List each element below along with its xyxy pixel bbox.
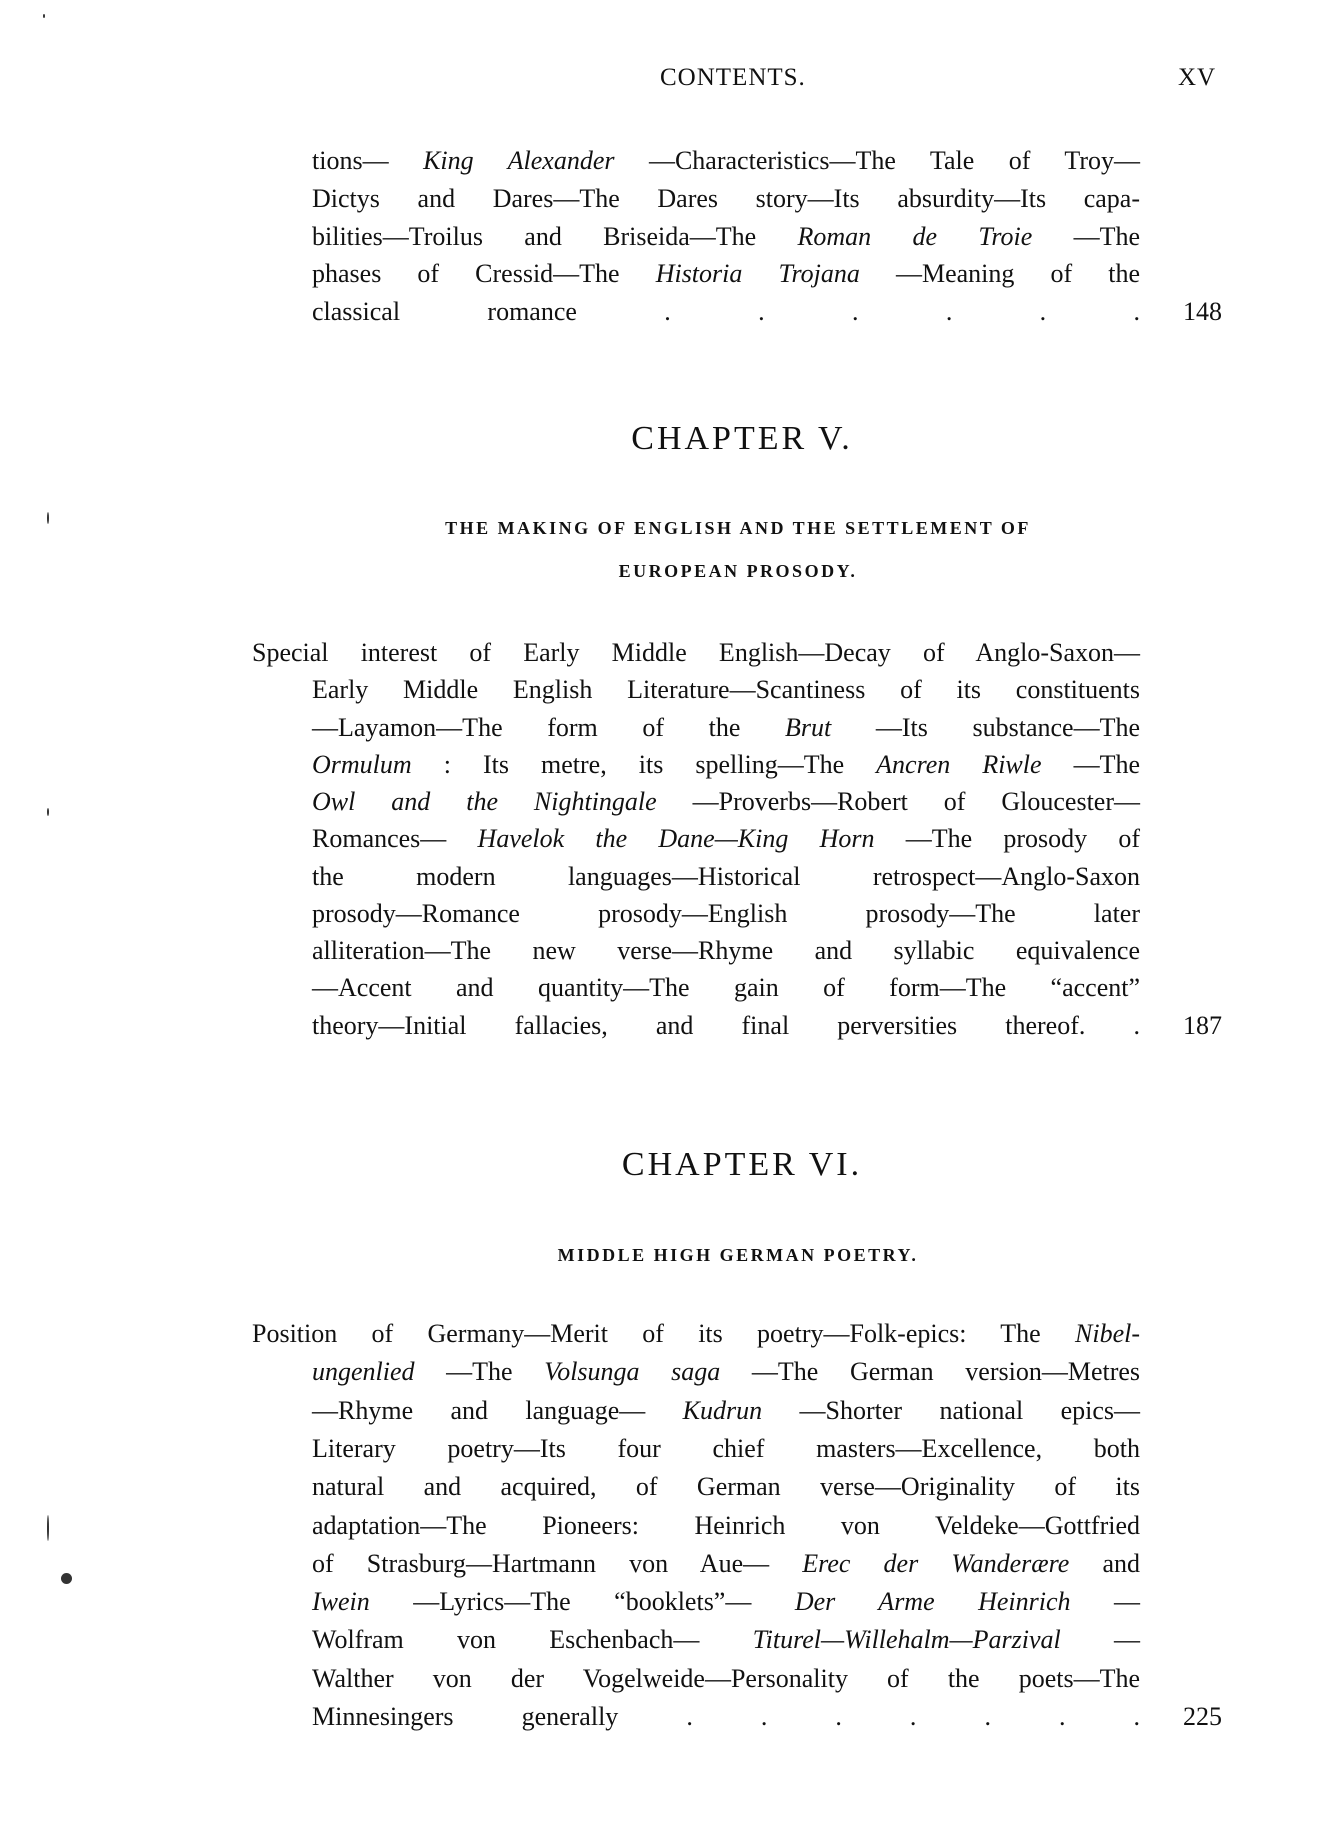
italic-title-text: Erec der Wanderære [802, 1548, 1070, 1578]
entry-text: Romances— [312, 824, 447, 854]
entry-text: bilities—Troilus and Briseida—The [312, 221, 798, 251]
entry-text: — [1114, 1587, 1141, 1617]
entry-text: Minnesingers generally [312, 1702, 619, 1732]
entry-line [312, 1392, 1140, 1430]
entry-text: theory—Initial fallacies, and final perversities thereof. [312, 1010, 1086, 1040]
entry-line [312, 1698, 1140, 1736]
entry-line [252, 634, 1140, 672]
entry-text: —Rhyme and language— [312, 1395, 646, 1425]
italic-title-text: Iwein [312, 1587, 370, 1617]
entry-text: and [1102, 1548, 1141, 1578]
italic-title-text: Nibel- [1075, 1319, 1140, 1348]
entry-line [312, 746, 1140, 784]
scan-speck [47, 808, 49, 816]
entry-line [312, 932, 1140, 970]
entry-line [312, 218, 1140, 256]
entry-text: —Accent and quantity—The gain of form—The “accent” [312, 973, 1140, 1003]
italic-title-text: Kudrun [682, 1395, 763, 1425]
entry-text: Special interest of Early Middle English—Decay of Anglo-Saxon— [252, 638, 1140, 667]
entry-line [312, 895, 1140, 933]
italic-title-text: Brut [785, 712, 832, 742]
entry-line [312, 1545, 1140, 1583]
entry-text: Dictys and Dares—The Dares story—Its absurdity—Its capa- [312, 183, 1140, 213]
italic-title-text: ungenlied [312, 1357, 415, 1387]
page-number: XV [1178, 64, 1217, 91]
entry-text: . . . . . . . [686, 1702, 1141, 1732]
italic-title-text: Roman de Troie [797, 221, 1033, 251]
entry-line [312, 1660, 1140, 1698]
entry-line [312, 1583, 1140, 1621]
entry-text: adaptation—The Pioneers: Heinrich von Veldeke—Gottfried [312, 1510, 1140, 1540]
entry-line [312, 142, 1140, 180]
entry-page-number: 148 [1183, 297, 1222, 327]
entry-text: —Meaning of the [895, 259, 1140, 289]
entry-line [312, 858, 1140, 896]
entry-line [312, 709, 1140, 747]
entry-text: —Shorter national epics— [799, 1395, 1140, 1425]
entry-text: alliteration—The new verse—Rhyme and syllabic equivalence [312, 936, 1140, 966]
entry-line [252, 1315, 1140, 1353]
italic-title-text: King Alexander [423, 146, 615, 175]
entry-text: —Characteristics—The Tale of Troy— [648, 146, 1141, 175]
entry-text: —Its substance—The [875, 712, 1141, 742]
entry-line [312, 1507, 1140, 1545]
scan-speck [47, 1515, 49, 1541]
scan-speck [43, 14, 45, 18]
entry-text: . . . . . . [664, 297, 1141, 327]
entry-text: of Strasburg—Hartmann von Aue— [312, 1548, 770, 1578]
entry-text: tions— [312, 146, 389, 175]
entry-text: —Lyrics—The “booklets”— [413, 1587, 752, 1617]
entry-line [312, 783, 1140, 821]
entry-text: —The [1073, 221, 1141, 251]
italic-title-text: Titurel—Willehalm—Parzival [752, 1625, 1061, 1655]
entry-text: . [1133, 1010, 1140, 1040]
entry-text: —The [1073, 749, 1141, 779]
chapter-v-heading: CHAPTER V. [631, 420, 853, 457]
entry-line [312, 1621, 1140, 1659]
chapter-vi-heading: CHAPTER VI. [621, 1146, 863, 1183]
italic-title-text: Owl and the Nightingale [312, 787, 657, 817]
italic-title-text: Ancren Riwle [876, 749, 1042, 779]
entry-text: Early Middle English Literature—Scantiness of its constituents [312, 675, 1140, 705]
entry-line [312, 671, 1140, 709]
chapter-v-subtitle-line-1: THE MAKING OF ENGLISH AND THE SETTLEMENT OF [445, 518, 1031, 538]
entry-text: —The [446, 1357, 545, 1387]
chapter-v-subtitle-line-2: EUROPEAN PROSODY. [618, 561, 858, 581]
entry-text: —Layamon—The form of the [312, 712, 786, 742]
entry-text: —Proverbs—Robert of Gloucester— [692, 787, 1140, 817]
entry-line [312, 1353, 1140, 1391]
entry-text: —The prosody of [905, 824, 1141, 854]
entry-text: Position of Germany—Merit of its poetry—Folk-epics: The [252, 1319, 1075, 1348]
entry-line [312, 1468, 1140, 1506]
entry-line [312, 1007, 1140, 1045]
running-title: CONTENTS. [660, 64, 806, 91]
entry-line [312, 1430, 1140, 1468]
italic-title-text: Der Arme Heinrich [794, 1587, 1071, 1617]
entry-text: Walther von der Vogelweide—Personality of the poets—The [312, 1663, 1140, 1693]
entry-text: prosody—Romance prosody—English prosody—The later [312, 898, 1140, 928]
entry-text: phases of Cressid—The [312, 259, 656, 289]
entry-text: — [1114, 1625, 1141, 1655]
entry-text: —The German version—Metres [751, 1357, 1141, 1387]
entry-line [312, 255, 1140, 293]
entry-text: Wolfram von Eschenbach— [312, 1625, 700, 1655]
entry-text: : Its metre, its spelling—The [443, 749, 877, 779]
entry-line [312, 180, 1140, 218]
scan-speck [47, 512, 49, 524]
chapter-vi-subtitle: MIDDLE HIGH GERMAN POETRY. [557, 1245, 919, 1265]
entry-text: Literary poetry—Its four chief masters—Excellence, both [312, 1433, 1140, 1463]
entry-line [312, 820, 1140, 858]
italic-title-text: Historia Trojana [655, 259, 860, 289]
entry-text: the modern languages—Historical retrospect—Anglo-Saxon [312, 861, 1140, 891]
italic-title-text: Havelok the Dane—King Horn [477, 824, 875, 854]
entry-page-number: 187 [1183, 1010, 1222, 1040]
italic-title-text: Ormulum [312, 749, 412, 779]
entry-line [312, 293, 1140, 331]
italic-title-text: Volsunga saga [544, 1357, 721, 1387]
scan-dot [61, 1573, 72, 1584]
entry-text: natural and acquired, of German verse—Originality of its [312, 1472, 1140, 1502]
entry-line [312, 969, 1140, 1007]
entry-text: classical romance [312, 297, 577, 327]
entry-page-number: 225 [1183, 1702, 1222, 1732]
